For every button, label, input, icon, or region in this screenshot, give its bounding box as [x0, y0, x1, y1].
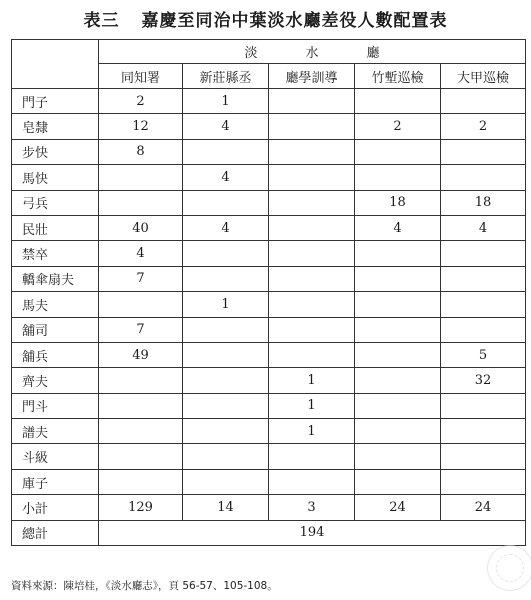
- table-cell: [441, 292, 526, 317]
- table-cell: [441, 165, 526, 190]
- row-label: 小計: [12, 495, 99, 520]
- table-cell: 2: [99, 89, 183, 114]
- row-label: 庫子: [12, 469, 99, 494]
- table-cell: 49: [99, 342, 183, 367]
- table-cell: 5: [441, 342, 526, 367]
- table-row: [12, 469, 526, 494]
- row-label: 皂隸: [12, 114, 99, 139]
- row-label: 齊夫: [12, 368, 99, 393]
- table-cell: [355, 419, 441, 444]
- row-label: 斗級: [12, 444, 99, 469]
- table-cell: [269, 165, 355, 190]
- corner-cell: [12, 40, 99, 89]
- column-header: 同知署: [99, 64, 183, 89]
- row-label: 民壯: [12, 215, 99, 240]
- table-cell: [183, 342, 269, 367]
- row-label: 舖司: [12, 317, 99, 342]
- table-cell: 8: [99, 139, 183, 164]
- table-cell: [183, 469, 269, 494]
- row-label: 舖兵: [12, 342, 99, 367]
- table-cell: [441, 393, 526, 418]
- table-cell: [355, 393, 441, 418]
- table-cell: [441, 241, 526, 266]
- table-cell: [441, 469, 526, 494]
- table-row: [12, 444, 526, 469]
- table-cell: 24: [355, 495, 441, 520]
- table-cell: 4: [183, 165, 269, 190]
- table-cell: 2: [355, 114, 441, 139]
- row-label: 弓兵: [12, 190, 99, 215]
- row-label: 馬快: [12, 165, 99, 190]
- table-row: [12, 114, 526, 139]
- table-cell: [355, 241, 441, 266]
- table-row: [12, 292, 526, 317]
- table-cell: [355, 469, 441, 494]
- row-label: 門斗: [12, 393, 99, 418]
- table-row: [12, 317, 526, 342]
- row-label: 馬夫: [12, 292, 99, 317]
- table-cell: [99, 419, 183, 444]
- table-cell: [355, 165, 441, 190]
- column-header: 新莊縣丞: [183, 64, 269, 89]
- table-cell: [269, 190, 355, 215]
- table-cell: [183, 266, 269, 291]
- table-row: [12, 215, 526, 240]
- table-cell: [183, 419, 269, 444]
- table-cell: [355, 444, 441, 469]
- group-header-char: 淡: [244, 46, 258, 61]
- library-seal-watermark: [487, 545, 531, 591]
- table-cell: [355, 368, 441, 393]
- table-cell: 1: [269, 368, 355, 393]
- group-header-char: 水: [305, 46, 319, 61]
- row-label: 轎傘扇夫: [12, 266, 99, 291]
- table-cell: 18: [355, 190, 441, 215]
- table-cell: 4: [441, 215, 526, 240]
- row-label: 門子: [12, 89, 99, 114]
- row-label: 譜夫: [12, 419, 99, 444]
- table-cell: [441, 444, 526, 469]
- table-row: [12, 393, 526, 418]
- table-cell: [183, 241, 269, 266]
- table-row: [12, 495, 526, 520]
- table-row: [12, 419, 526, 444]
- table-cell: [269, 469, 355, 494]
- table-cell: [99, 165, 183, 190]
- table-cell: [441, 139, 526, 164]
- table-title: [0, 6, 531, 31]
- table-cell: 4: [183, 215, 269, 240]
- table-cell: 1: [269, 419, 355, 444]
- table-cell: [269, 342, 355, 367]
- table-cell: [269, 241, 355, 266]
- table-cell: [441, 266, 526, 291]
- table-cell: [99, 469, 183, 494]
- table-row: [12, 139, 526, 164]
- table-cell: [269, 444, 355, 469]
- table-cell: [355, 139, 441, 164]
- table-cell: [269, 317, 355, 342]
- table-cell: 14: [183, 495, 269, 520]
- table-cell: [99, 368, 183, 393]
- table-cell: [269, 292, 355, 317]
- table-cell: [269, 139, 355, 164]
- table-cell: 7: [99, 266, 183, 291]
- total-value: 194: [99, 520, 526, 545]
- table-cell: [441, 89, 526, 114]
- table-cell: [269, 114, 355, 139]
- table-caption: 嘉慶至同治中葉淡水廳差役人數配置表: [141, 11, 448, 31]
- table-cell: [99, 190, 183, 215]
- table-cell: 1: [269, 393, 355, 418]
- table-cell: 4: [183, 114, 269, 139]
- table-cell: 24: [441, 495, 526, 520]
- table-cell: 4: [355, 215, 441, 240]
- table-row: [12, 368, 526, 393]
- table-row: [12, 266, 526, 291]
- table-cell: [183, 139, 269, 164]
- table-row: [12, 89, 526, 114]
- table-row: [12, 241, 526, 266]
- row-label: 步快: [12, 139, 99, 164]
- table-row: [12, 190, 526, 215]
- table-cell: [269, 215, 355, 240]
- staff-table: [11, 39, 526, 546]
- column-header: 大甲巡檢: [441, 64, 526, 89]
- source-note: 資料來源：陳培桂，《淡水廳志》，頁 56-57、105-108。: [11, 580, 278, 592]
- table-cell: [269, 266, 355, 291]
- table-cell: 40: [99, 215, 183, 240]
- column-header: 廳學訓導: [269, 64, 355, 89]
- table-cell: 1: [183, 292, 269, 317]
- table-cell: [99, 444, 183, 469]
- table-cell: 12: [99, 114, 183, 139]
- table-cell: [355, 89, 441, 114]
- table-cell: [269, 89, 355, 114]
- table-cell: 7: [99, 317, 183, 342]
- table-cell: [183, 317, 269, 342]
- table-cell: [183, 393, 269, 418]
- table-cell: 129: [99, 495, 183, 520]
- total-row: [12, 520, 526, 545]
- table-cell: [99, 292, 183, 317]
- table-cell: [183, 190, 269, 215]
- table-cell: [355, 292, 441, 317]
- table-cell: [183, 368, 269, 393]
- total-label: 總計: [12, 520, 99, 545]
- table-row: [12, 342, 526, 367]
- table-cell: 32: [441, 368, 526, 393]
- table-cell: [355, 342, 441, 367]
- table-cell: [441, 317, 526, 342]
- group-header: [99, 40, 526, 64]
- table-cell: [99, 393, 183, 418]
- group-header-char: 廳: [366, 46, 380, 61]
- table-cell: 1: [183, 89, 269, 114]
- column-header: 竹塹巡檢: [355, 64, 441, 89]
- row-label: 禁卒: [12, 241, 99, 266]
- table-cell: 18: [441, 190, 526, 215]
- table-cell: 4: [99, 241, 183, 266]
- table-number: 表三: [83, 11, 120, 31]
- table-row: [12, 165, 526, 190]
- table-cell: [183, 444, 269, 469]
- table-cell: 2: [441, 114, 526, 139]
- table-cell: [355, 266, 441, 291]
- table-cell: 3: [269, 495, 355, 520]
- table-cell: [441, 419, 526, 444]
- table-cell: [355, 317, 441, 342]
